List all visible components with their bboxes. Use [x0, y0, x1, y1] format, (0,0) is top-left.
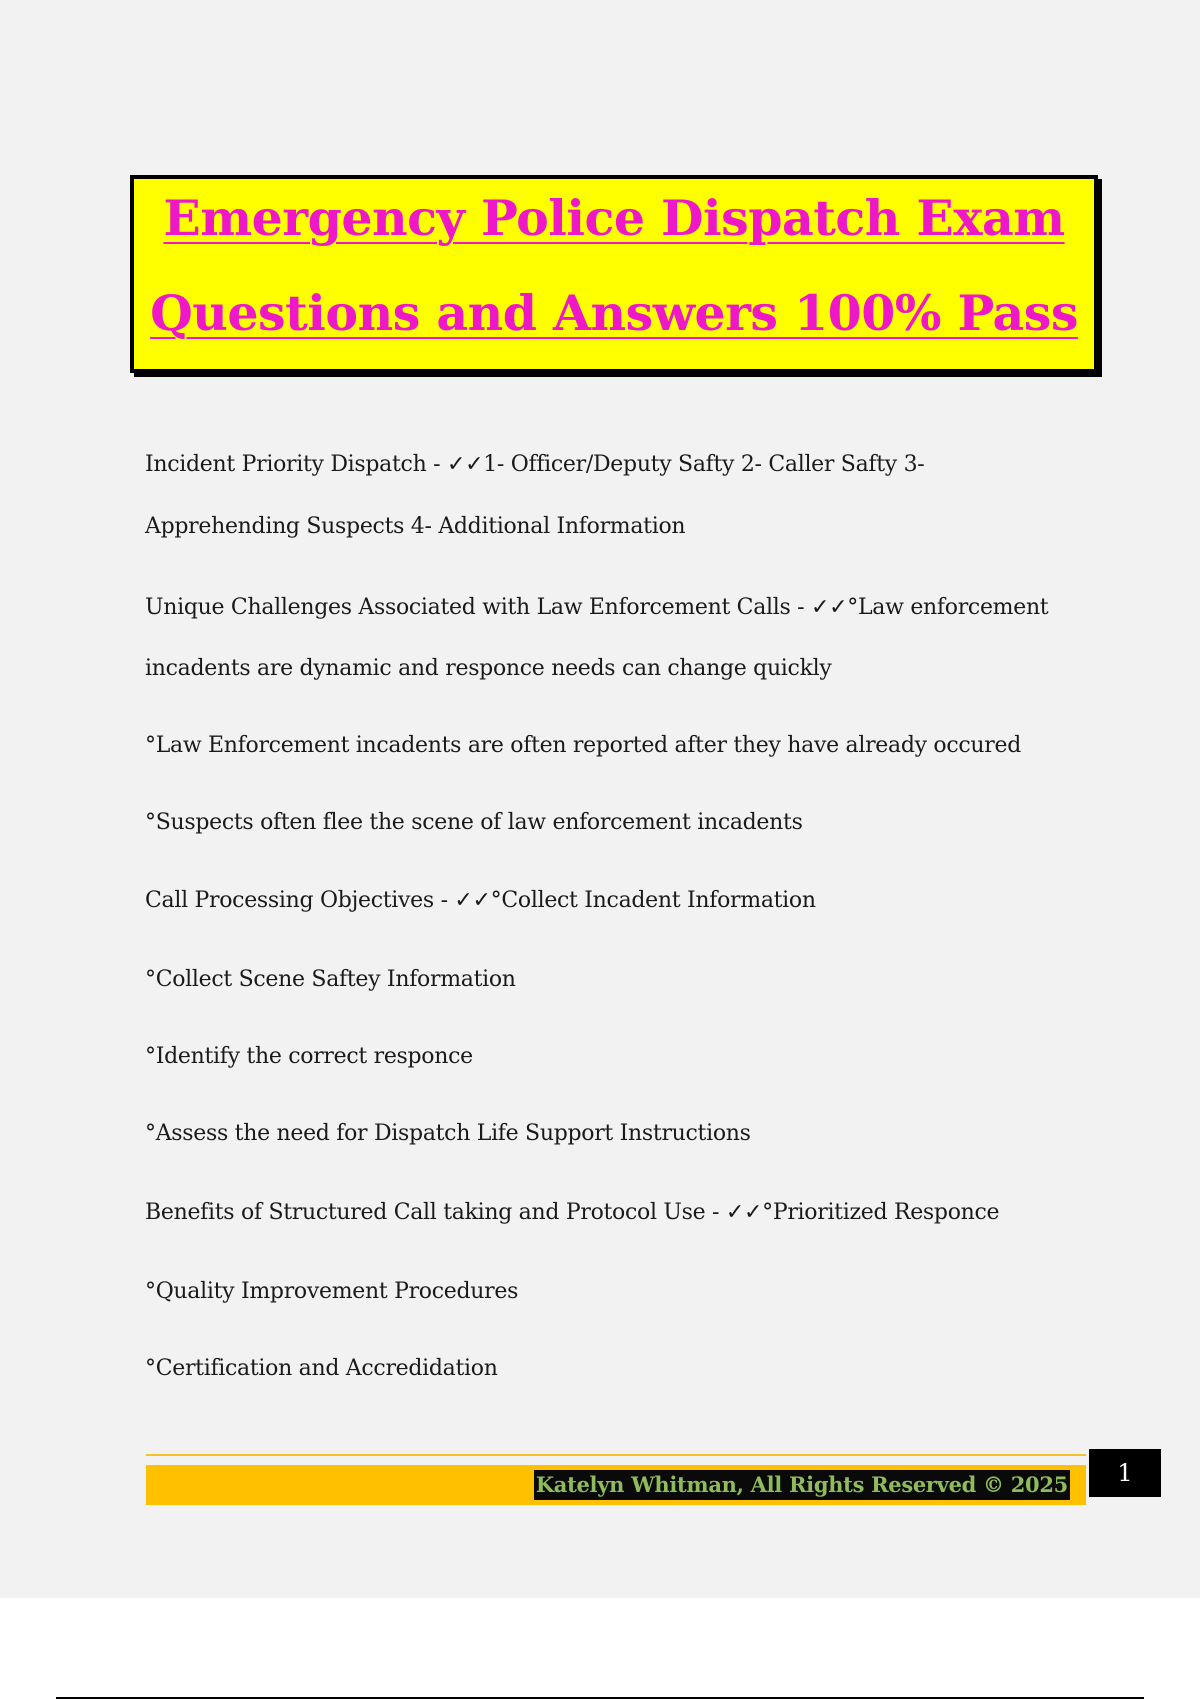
qa-line: °Assess the need for Dispatch Life Support Instructions [145, 1121, 751, 1146]
qa-line: °Certification and Accredidation [145, 1356, 498, 1381]
qa-line: °Suspects often flee the scene of law enforcement incadents [145, 810, 803, 835]
qa-line: Incident Priority Dispatch - ✓✓1- Officer/Deputy Safty 2- Caller Safty 3- [145, 452, 925, 477]
qa-line: °Law Enforcement incadents are often reported after they have already occured [145, 733, 1022, 758]
page-number: 1 [1089, 1449, 1161, 1497]
title-line-1: Emergency Police Dispatch Exam [163, 189, 1065, 247]
copyright-text: Katelyn Whitman, All Rights Reserved © 2025 [534, 1470, 1070, 1500]
footer-bar [146, 1465, 1086, 1505]
qa-line: °Identify the correct responce [145, 1044, 473, 1069]
qa-line: Call Processing Objectives - ✓✓°Collect Incadent Information [145, 888, 816, 913]
qa-line: Apprehending Suspects 4- Additional Information [145, 514, 686, 539]
qa-line: °Collect Scene Saftey Information [145, 967, 516, 992]
qa-line: Benefits of Structured Call taking and Protocol Use - ✓✓°Prioritized Responce [145, 1200, 1000, 1225]
qa-line: Unique Challenges Associated with Law Enforcement Calls - ✓✓°Law enforcement [145, 595, 1049, 620]
title-line-2: Questions and Answers 100% Pass [150, 284, 1078, 342]
qa-line: °Quality Improvement Procedures [145, 1279, 519, 1304]
qa-line: incadents are dynamic and responce needs can change quickly [145, 656, 832, 681]
bottom-divider [56, 1697, 1144, 1699]
footer-rule [146, 1454, 1086, 1456]
title-box [130, 175, 1098, 373]
